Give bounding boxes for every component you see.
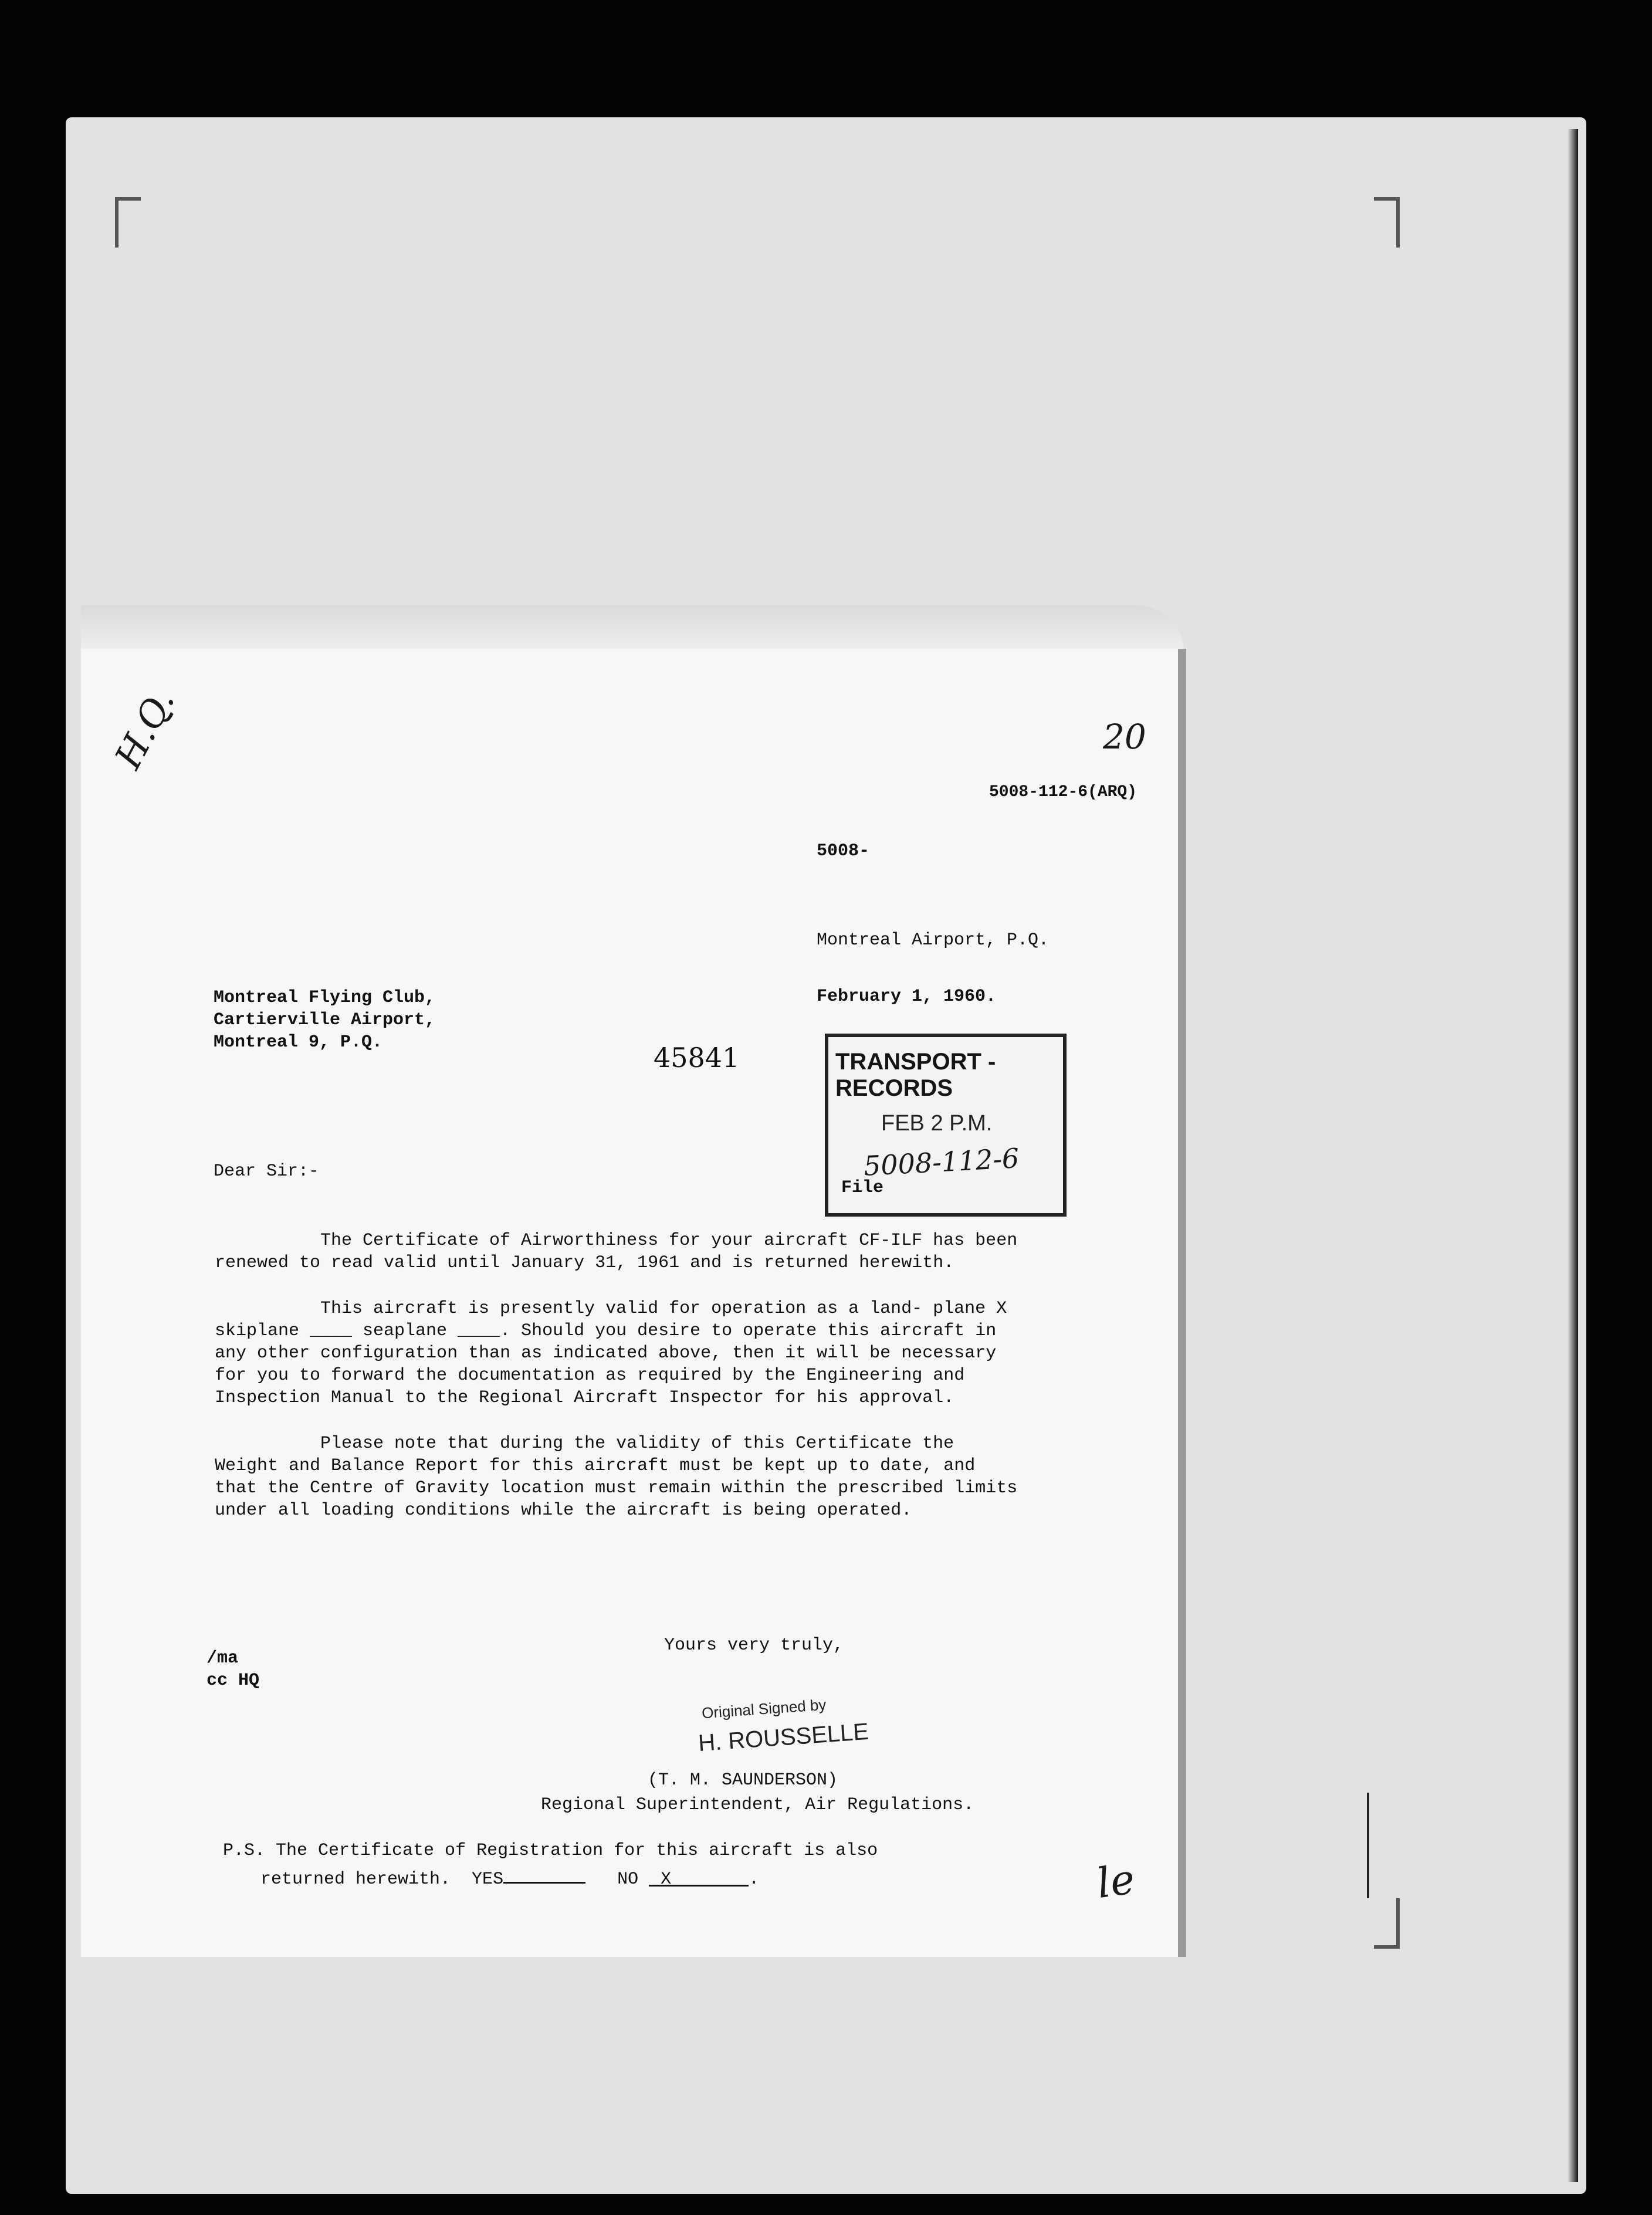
crop-mark-top-right: [1374, 197, 1400, 248]
cc-line: cc HQ: [206, 1671, 260, 1691]
paragraph-1: The Certificate of Airworthiness for your aircraft CF-ILF has been renewed to read valid until January 31, 1961 and is returned herewith.: [215, 1231, 1018, 1273]
ps-yes-blank: [503, 1865, 585, 1884]
handwritten-number: 20: [1103, 717, 1146, 757]
margin-line: [1367, 1793, 1369, 1898]
signatory-title: Regional Superintendent, Air Regulations.: [541, 1795, 974, 1815]
records-stamp: [825, 1034, 1067, 1217]
typist-initials: /ma: [206, 1648, 239, 1668]
stamp-file-label: File: [841, 1178, 884, 1198]
stamp-file-number: 5008-112-6: [862, 1142, 1020, 1182]
paragraph-3: Please note that during the validity of this Certificate the Weight and Balance Report for this aircraft must be kept up to date, and that the Centre of Gravity location must remain within the prescribed limits under all loading conditions while the aircraft is being operated.: [215, 1434, 1018, 1520]
signed-note: Original Signed by: [701, 1695, 827, 1722]
ps-no-mark: X: [661, 1869, 672, 1889]
recipient-line-2: Cartierville Airport,: [214, 1010, 436, 1030]
salutation: Dear Sir:-: [214, 1161, 320, 1181]
file-reference: 5008-112-6(ARQ): [989, 783, 1138, 801]
ps-no-blank: [649, 1868, 749, 1887]
ps-no-label: NO: [617, 1869, 639, 1889]
initials-handwritten: le: [1094, 1854, 1138, 1908]
mount-edge-shadow: [1568, 129, 1578, 2182]
letter-date: February 1, 1960.: [817, 987, 997, 1007]
crop-mark-top-left: [115, 197, 141, 248]
hq-handwritten-note: H.Q.: [106, 682, 183, 775]
signed-name: H. ROUSSELLE: [697, 1718, 870, 1757]
reference-number: 45841: [654, 1042, 740, 1073]
ps-yes-label: returned herewith. YES: [260, 1869, 504, 1889]
closing: Yours very truly,: [664, 1635, 844, 1655]
stamp-heading: TRANSPORT - RECORDS: [835, 1049, 996, 1101]
paper-curl: [81, 605, 1184, 652]
file-short-ref: 5008-: [817, 841, 870, 861]
sender-location: Montreal Airport, P.Q.: [817, 930, 1050, 950]
recipient-line-3: Montreal 9, P.Q.: [214, 1032, 383, 1052]
letter-body: [215, 1230, 1024, 1545]
crop-mark-bottom-right: [1374, 1898, 1400, 1949]
ps-line-1: P.S. The Certificate of Registration for this aircraft is also: [223, 1841, 878, 1861]
recipient-line-1: Montreal Flying Club,: [214, 988, 436, 1008]
stamp-date: FEB 2 P.M.: [881, 1111, 993, 1136]
ps-line-2: returned herewith. YES NO X .: [260, 1865, 759, 1891]
signatory-name: (T. M. SAUNDERSON): [648, 1770, 838, 1790]
paragraph-2: This aircraft is presently valid for operation as a land- plane X skiplane ____ seaplane ____. Should you desire to operate this aircraft in any other configuration than as indicated above, then it will be necessary for you to forward the documentation as required by the Engineering and Inspection Manual to the Regional Aircraft Inspector for his approval.: [215, 1299, 1007, 1408]
